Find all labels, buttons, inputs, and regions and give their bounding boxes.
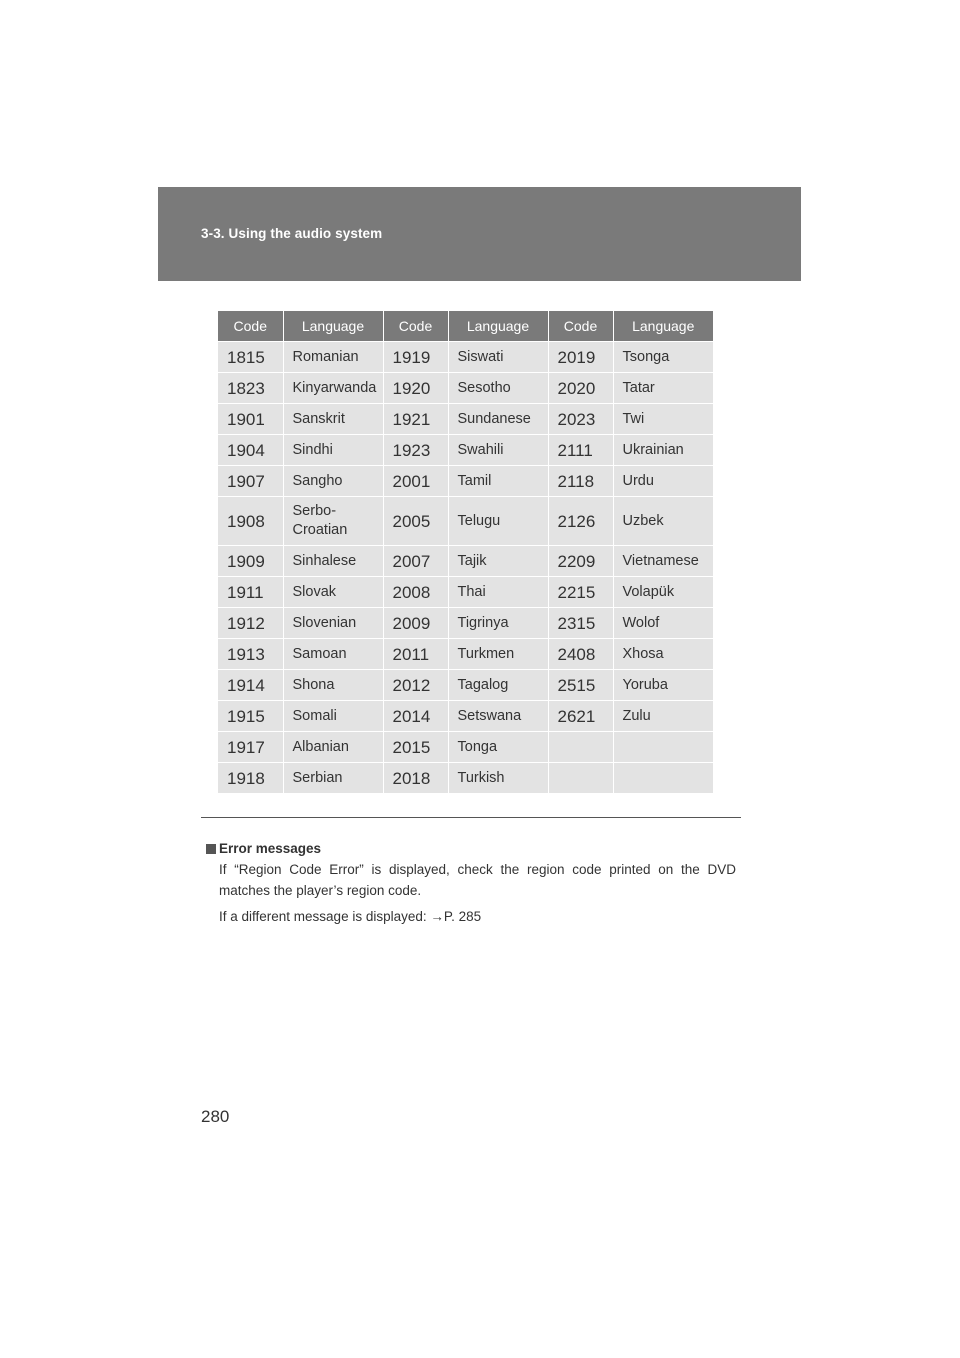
- code-cell: 2009: [383, 608, 448, 639]
- language-cell: Serbo- Croatian: [283, 497, 383, 546]
- language-cell: Ukrainian: [613, 435, 713, 466]
- language-cell: Wolof: [613, 608, 713, 639]
- language-cell: Volapük: [613, 577, 713, 608]
- language-cell: Telugu: [448, 497, 548, 546]
- code-cell: [548, 732, 613, 763]
- table-row: [218, 546, 713, 577]
- language-cell: Tajik: [448, 546, 548, 577]
- column-header: Code: [383, 311, 448, 342]
- language-cell: Sundanese: [448, 404, 548, 435]
- error-messages-heading: Error messages: [206, 838, 736, 859]
- column-header: Code: [548, 311, 613, 342]
- code-cell: 1904: [218, 435, 283, 466]
- table-row: [218, 670, 713, 701]
- code-cell: 2118: [548, 466, 613, 497]
- code-cell: 2001: [383, 466, 448, 497]
- language-cell: Samoan: [283, 639, 383, 670]
- code-cell: 1921: [383, 404, 448, 435]
- language-cell: Somali: [283, 701, 383, 732]
- language-cell: Sesotho: [448, 373, 548, 404]
- table-row: [218, 639, 713, 670]
- language-cell: Zulu: [613, 701, 713, 732]
- code-cell: 1917: [218, 732, 283, 763]
- language-cell: Sanskrit: [283, 404, 383, 435]
- table-row: [218, 466, 713, 497]
- code-cell: 1923: [383, 435, 448, 466]
- code-cell: 1815: [218, 342, 283, 373]
- table-row: [218, 732, 713, 763]
- table-row: [218, 342, 713, 373]
- code-cell: [548, 763, 613, 794]
- section-header-band: [158, 187, 801, 281]
- table-row: [218, 404, 713, 435]
- code-cell: 2209: [548, 546, 613, 577]
- code-cell: 2315: [548, 608, 613, 639]
- code-cell: 1909: [218, 546, 283, 577]
- code-cell: 1823: [218, 373, 283, 404]
- code-cell: 2621: [548, 701, 613, 732]
- code-cell: 1913: [218, 639, 283, 670]
- language-cell: Turkmen: [448, 639, 548, 670]
- language-cell: Tatar: [613, 373, 713, 404]
- code-cell: 2019: [548, 342, 613, 373]
- language-cell: Tigrinya: [448, 608, 548, 639]
- table-row: [218, 373, 713, 404]
- code-cell: 2018: [383, 763, 448, 794]
- language-cell: Sangho: [283, 466, 383, 497]
- language-cell: Slovak: [283, 577, 383, 608]
- code-cell: 1918: [218, 763, 283, 794]
- language-cell: Uzbek: [613, 497, 713, 546]
- page-number: 280: [201, 1107, 230, 1126]
- table-row: [218, 701, 713, 732]
- error-messages-section: [206, 838, 736, 927]
- code-cell: 1915: [218, 701, 283, 732]
- language-cell: Romanian: [283, 342, 383, 373]
- language-cell: Sinhalese: [283, 546, 383, 577]
- code-cell: 1908: [218, 497, 283, 546]
- language-cell: Slovenian: [283, 608, 383, 639]
- code-cell: 2011: [383, 639, 448, 670]
- language-cell: Urdu: [613, 466, 713, 497]
- language-cell: Xhosa: [613, 639, 713, 670]
- language-cell: Tamil: [448, 466, 548, 497]
- language-cell: Swahili: [448, 435, 548, 466]
- table-header-row: [218, 311, 713, 342]
- code-cell: 1901: [218, 404, 283, 435]
- code-cell: 2014: [383, 701, 448, 732]
- language-cell: Thai: [448, 577, 548, 608]
- code-cell: 2515: [548, 670, 613, 701]
- language-cell: Tsonga: [613, 342, 713, 373]
- language-cell: Sindhi: [283, 435, 383, 466]
- column-header: Language: [613, 311, 713, 342]
- code-cell: 2020: [548, 373, 613, 404]
- table-row: [218, 608, 713, 639]
- language-cell: Siswati: [448, 342, 548, 373]
- section-title: 3-3. Using the audio system: [201, 226, 383, 241]
- column-header: Language: [448, 311, 548, 342]
- code-cell: 2126: [548, 497, 613, 546]
- language-cell: Yoruba: [613, 670, 713, 701]
- language-cell: Turkish: [448, 763, 548, 794]
- code-cell: 2005: [383, 497, 448, 546]
- column-header: Language: [283, 311, 383, 342]
- language-cell: Kinyarwanda: [283, 373, 383, 404]
- code-cell: 1919: [383, 342, 448, 373]
- code-cell: 1912: [218, 608, 283, 639]
- table-row: [218, 435, 713, 466]
- language-cell: Shona: [283, 670, 383, 701]
- table-row: [218, 763, 713, 794]
- language-cell: Setswana: [448, 701, 548, 732]
- code-cell: 2215: [548, 577, 613, 608]
- table-row: [218, 497, 713, 546]
- language-cell: Tonga: [448, 732, 548, 763]
- code-cell: 1914: [218, 670, 283, 701]
- code-cell: 2012: [383, 670, 448, 701]
- code-cell: 2023: [548, 404, 613, 435]
- language-cell: Serbian: [283, 763, 383, 794]
- code-cell: 1911: [218, 577, 283, 608]
- section-divider: [201, 817, 741, 818]
- language-cell: Twi: [613, 404, 713, 435]
- language-cell: Albanian: [283, 732, 383, 763]
- language-cell: [613, 763, 713, 794]
- code-cell: 2015: [383, 732, 448, 763]
- code-cell: 1920: [383, 373, 448, 404]
- code-cell: 2008: [383, 577, 448, 608]
- square-bullet-icon: [206, 844, 216, 854]
- table-row: [218, 577, 713, 608]
- code-cell: 2007: [383, 546, 448, 577]
- language-cell: [613, 732, 713, 763]
- language-cell: Vietnamese: [613, 546, 713, 577]
- column-header: Code: [218, 311, 283, 342]
- code-cell: 1907: [218, 466, 283, 497]
- error-messages-text: If “Region Code Error” is displayed, check the region code printed on the DVD matches the player’s region code.: [219, 862, 736, 898]
- language-cell: Tagalog: [448, 670, 548, 701]
- error-messages-reference: If a different message is displayed: →P. 285: [219, 909, 482, 924]
- code-cell: 2111: [548, 435, 613, 466]
- code-cell: 2408: [548, 639, 613, 670]
- language-code-table: [218, 311, 713, 793]
